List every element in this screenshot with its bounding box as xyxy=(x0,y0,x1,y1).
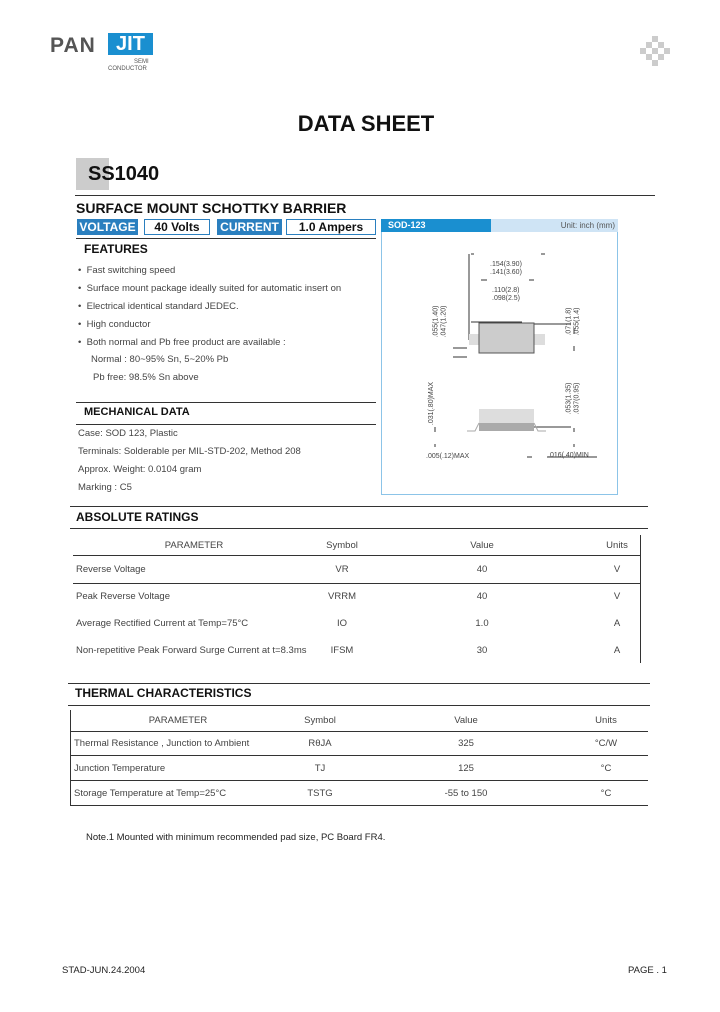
logo-sub: CONDUCTOR xyxy=(108,66,147,72)
list-item: • High conductor xyxy=(78,319,151,330)
feature-text: Surface mount package ideally suited for automatic insert on xyxy=(86,283,342,294)
footer-date: STAD-JUN.24.2004 xyxy=(62,965,146,976)
cell: RθJA xyxy=(308,738,332,749)
list-item: Approx. Weight: 0.0104 gram xyxy=(78,464,202,475)
cell: 1.0 xyxy=(475,618,489,629)
dim-label: .071(1.8) xyxy=(565,307,573,336)
cell: °C/W xyxy=(594,738,618,749)
list-item: • Electrical identical standard JEDEC. xyxy=(78,301,239,312)
logo-jit: JIT xyxy=(108,33,153,55)
cell: TSTG xyxy=(307,788,333,799)
column-header: Units xyxy=(595,715,617,726)
part-number: SS1040 xyxy=(88,163,160,185)
current-value: 1.0 Ampers xyxy=(286,219,376,235)
current-label: CURRENT xyxy=(217,219,282,235)
dim-label: .047(1.20) xyxy=(440,305,448,338)
thermal-heading: THERMAL CHARACTERISTICS xyxy=(75,686,252,700)
cell: Storage Temperature at Temp=25°C xyxy=(74,788,227,799)
dim-label: .141(3.60) xyxy=(490,269,522,276)
column-header: Symbol xyxy=(326,540,358,551)
dim-label: .055(1.4) xyxy=(573,307,581,336)
checker-decoration xyxy=(636,36,670,66)
logo-pan: PAN xyxy=(50,34,96,57)
list-item: • Fast switching speed xyxy=(78,265,176,276)
voltage-label: VOLTAGE xyxy=(77,219,138,235)
column-header: Value xyxy=(454,715,478,726)
column-header: Symbol xyxy=(304,715,336,726)
cell: -55 to 150 xyxy=(444,788,488,799)
page-title: DATA SHEET xyxy=(297,111,435,136)
list-item: Terminals: Solderable per MIL-STD-202, Method 208 xyxy=(78,446,301,457)
dim-label: .098(2.5) xyxy=(492,295,521,302)
cell: °C xyxy=(600,763,612,774)
mechanical-heading: MECHANICAL DATA xyxy=(84,406,190,418)
logo-sub: SEMI xyxy=(134,59,149,65)
absolute-ratings-heading: ABSOLUTE RATINGS xyxy=(76,510,199,524)
cell: A xyxy=(613,645,621,656)
feature-text: Electrical identical standard JEDEC. xyxy=(86,301,239,312)
dim-label: .037(0.95) xyxy=(573,382,581,415)
cell: Average Rectified Current at Temp=75°C xyxy=(76,618,249,629)
package-name: SOD-123 xyxy=(381,219,491,232)
part-description: SURFACE MOUNT SCHOTTKY BARRIER xyxy=(76,200,347,216)
package-units: Unit: inch (mm) xyxy=(491,219,618,232)
dim-label: .110(2.8) xyxy=(492,287,520,294)
feature-text: Fast switching speed xyxy=(86,265,176,276)
cell: Reverse Voltage xyxy=(76,564,146,575)
footer-page: PAGE . 1 xyxy=(628,965,667,976)
dim-label: .055(1.40) xyxy=(432,305,440,338)
cell: V xyxy=(613,564,621,575)
list-item: Case: SOD 123, Plastic xyxy=(78,428,178,439)
cell: IFSM xyxy=(330,645,354,656)
cell: V xyxy=(613,591,621,602)
feature-text: Both normal and Pb free product are available : xyxy=(86,337,286,348)
dim-label: .031(.80)MAX xyxy=(428,381,436,426)
cell: Non-repetitive Peak Forward Surge Current at t=8.3ms xyxy=(76,645,307,656)
cell: Peak Reverse Voltage xyxy=(76,591,171,602)
cell: 40 xyxy=(476,564,488,575)
dim-label: .154(3.90) xyxy=(490,261,522,268)
list-item: • Surface mount package ideally suited for automatic insert on xyxy=(78,283,342,294)
cell: VRRM xyxy=(328,591,356,602)
cell: A xyxy=(613,618,621,629)
dim-label: .053(1.35) xyxy=(565,382,573,415)
column-header: Value xyxy=(470,540,494,551)
list-item: Marking : C5 xyxy=(78,482,132,493)
feature-text: High conductor xyxy=(86,319,151,330)
list-item: • Both normal and Pb free product are available : xyxy=(78,337,286,348)
note: Note.1 Mounted with minimum recommended pad size, PC Board FR4. xyxy=(86,832,386,843)
column-header: Units xyxy=(606,540,628,551)
features-heading: FEATURES xyxy=(84,242,148,256)
cell: VR xyxy=(335,564,349,575)
cell: 325 xyxy=(458,738,474,749)
cell: Junction Temperature xyxy=(74,763,166,774)
column-header: PARAMETER xyxy=(164,540,224,551)
cell: Thermal Resistance , Junction to Ambient xyxy=(74,738,250,749)
cell: °C xyxy=(600,788,612,799)
voltage-value: 40 Volts xyxy=(144,219,210,235)
cell: 30 xyxy=(476,645,488,656)
cell: TJ xyxy=(314,763,326,774)
column-header: PARAMETER xyxy=(148,715,208,726)
dim-label: .005(.12)MAX xyxy=(426,453,470,460)
dim-label: .016(.40)MIN xyxy=(548,452,589,459)
list-subitem: Normal : 80~95% Sn, 5~20% Pb xyxy=(91,354,229,365)
list-subitem: Pb free: 98.5% Sn above xyxy=(93,372,199,383)
cell: 125 xyxy=(458,763,474,774)
cell: IO xyxy=(336,618,348,629)
cell: 40 xyxy=(476,591,488,602)
